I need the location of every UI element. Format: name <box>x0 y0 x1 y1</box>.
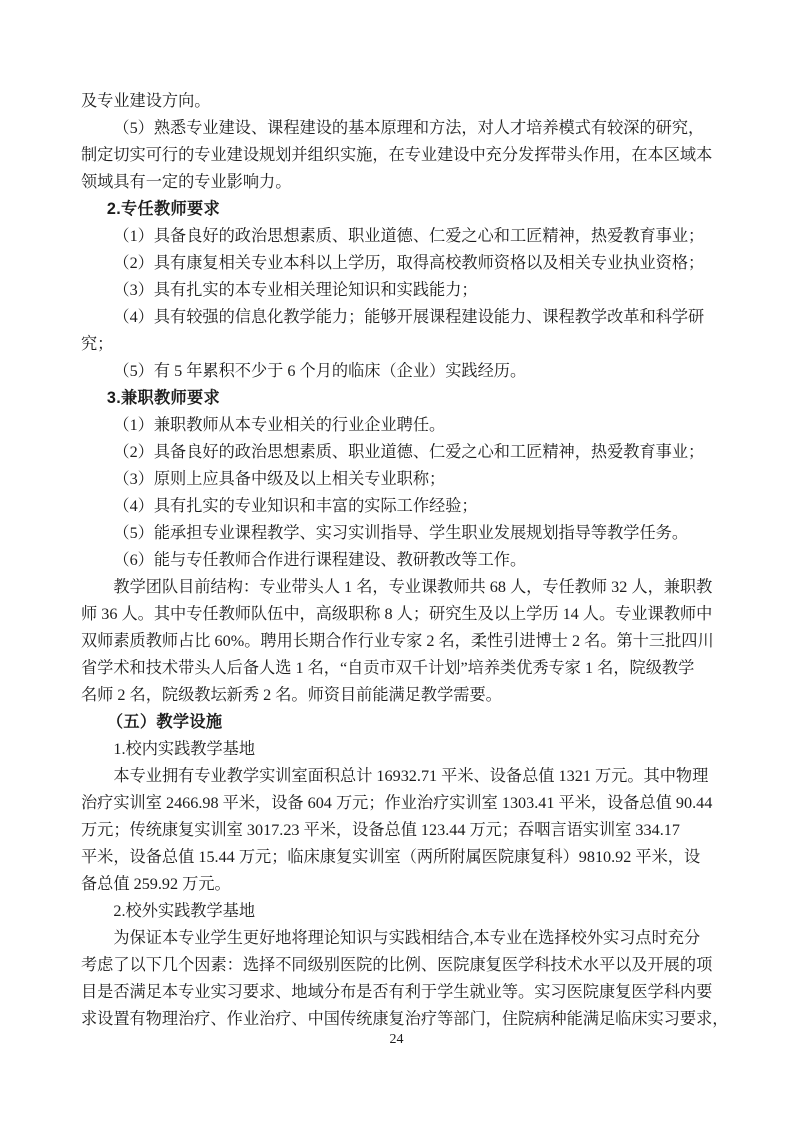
text-line: （1）具备良好的政治思想素质、职业道德、仁爱之心和工匠精神，热爱教育事业； <box>113 227 705 245</box>
heading-line: 2.专任教师要求 <box>106 200 220 218</box>
text-line: （4）具有扎实的专业知识和丰富的实际工作经验； <box>113 497 478 515</box>
text-line: 考虑了以下几个因素：选择不同级别医院的比例、医院康复医学科技术水平以及开展的项 <box>81 956 713 974</box>
text-line: （5）有 5 年累积不少于 6 个月的临床（企业）实践经历。 <box>113 362 527 380</box>
text-line: （2）具有康复相关专业本科以上学历，取得高校教师资格以及相关专业执业资格； <box>113 254 705 272</box>
text-line: 究； <box>81 335 114 353</box>
text-line: 求设置有物理治疗、作业治疗、中国传统康复治疗等部门，住院病种能满足临床实习要求， <box>81 1010 729 1028</box>
text-line: 及专业建设方向。 <box>81 92 211 110</box>
text-line: 目是否满足本专业实习要求、地域分布是否有利于学生就业等。实习医院康复医学科内要 <box>81 983 713 1001</box>
page-number: 24 <box>389 1032 404 1047</box>
text-line: 双师素质教师占比 60%。聘用长期合作行业专家 2 名，柔性引进博士 2 名。第十三批四川 <box>81 632 714 650</box>
heading-line: 3.兼职教师要求 <box>106 389 220 407</box>
text-line: 治疗实训室 2466.98 平米，设备 604 万元；作业治疗实训室 1303.41 平米，设备总值 90.44 <box>81 794 713 812</box>
text-line: 1.校内实践教学基地 <box>113 740 256 758</box>
text-line: 领域具有一定的专业影响力。 <box>81 173 292 191</box>
text-line: （2）具备良好的政治思想素质、职业道德、仁爱之心和工匠精神，热爱教育事业； <box>113 443 705 461</box>
heading-line: （五）教学设施 <box>106 713 223 731</box>
text-line: 教学团队目前结构：专业带头人 1 名，专业课教师共 68 人，专任教师 32 人，兼职教 <box>113 578 713 596</box>
text-line: （3）具有扎实的本专业相关理论知识和实践能力； <box>113 281 478 299</box>
text-line: （5）熟悉专业建设、课程建设的基本原理和方法，对人才培养模式有较深的研究， <box>113 119 705 137</box>
text-line: 平米，设备总值 15.44 万元；临床康复实训室（两所附属医院康复科）9810.92 平米，设 <box>81 848 701 866</box>
text-line: 2.校外实践教学基地 <box>113 902 256 920</box>
text-line: 制定切实可行的专业建设规划并组织实施，在专业建设中充分发挥带头作用，在本区域本 <box>81 146 713 164</box>
text-line: 为保证本专业学生更好地将理论知识与实践相结合,本专业在选择校外实习点时充分 <box>113 929 701 947</box>
text-line: 师 36 人。其中专任教师队伍中，高级职称 8 人；研究生及以上学历 14 人。专业课教师中 <box>81 605 713 623</box>
text-line: 万元；传统康复实训室 3017.23 平米，设备总值 123.44 万元；吞咽言语实训室 334.17 <box>81 821 680 839</box>
text-line: 名师 2 名，院级教坛新秀 2 名。师资目前能满足教学需要。 <box>81 686 502 704</box>
document-body <box>81 88 729 1033</box>
text-line: 本专业拥有专业教学实训室面积总计 16932.71 平米、设备总值 1321 万元。其中物理 <box>113 767 709 785</box>
text-line: （6）能与专任教师合作进行课程建设、教研教改等工作。 <box>113 551 527 569</box>
text-line: （4）具有较强的信息化教学能力；能够开展课程建设能力、课程教学改革和科学研 <box>113 308 705 326</box>
text-line: （5）能承担专业课程教学、实习实训指导、学生职业发展规划指导等教学任务。 <box>113 524 689 542</box>
text-line: 备总值 259.92 万元。 <box>81 875 231 893</box>
text-line: （3）原则上应具备中级及以上相关专业职称； <box>113 470 446 488</box>
text-line: 省学术和技术带头人后备人选 1 名，“自贡市双千计划”培养类优秀专家 1 名，院级教学 <box>81 659 695 677</box>
text-line: （1）兼职教师从本专业相关的行业企业聘任。 <box>113 416 446 434</box>
